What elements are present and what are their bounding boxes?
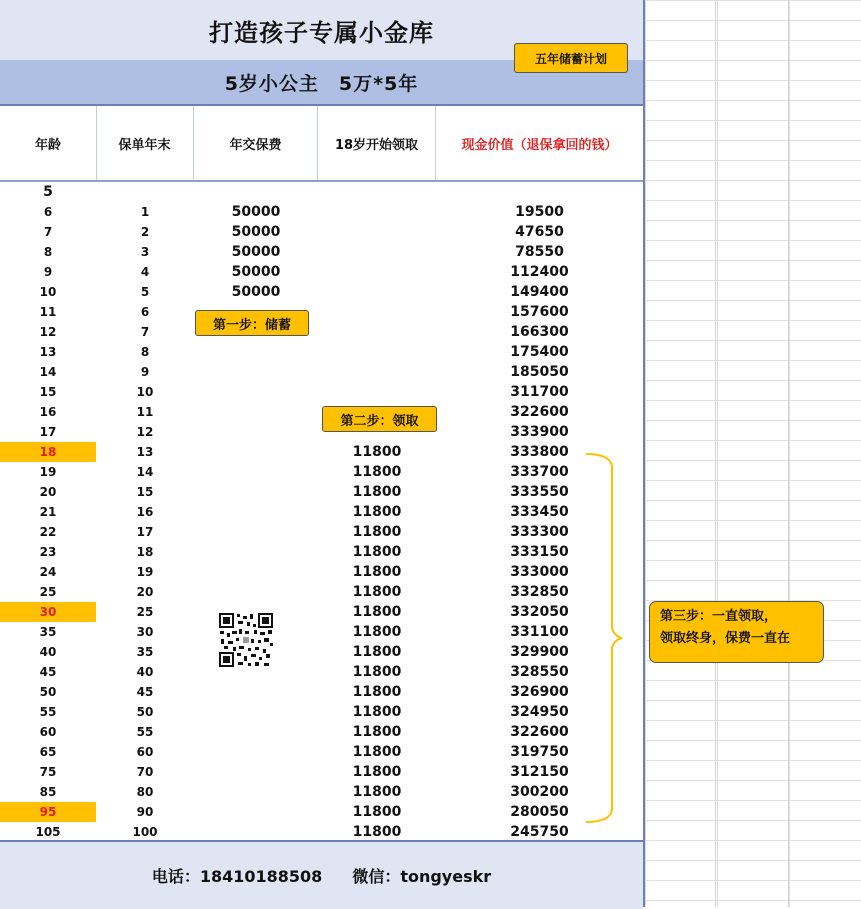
- cash-value-cell: 333300: [510, 524, 569, 540]
- policy-year-cell: 5: [140, 285, 150, 299]
- header-cash-value: 现金价值（退保拿回的钱）: [461, 137, 618, 153]
- table-row: [0, 742, 643, 762]
- policy-year-cell: 30: [136, 625, 154, 639]
- start-age: 5: [43, 184, 53, 200]
- cash-value-cell: 328550: [510, 664, 569, 680]
- table-row: [0, 242, 643, 262]
- age-cell: 85: [39, 785, 57, 799]
- cash-value-cell: 333150: [510, 544, 569, 560]
- premium-cell: [194, 742, 318, 762]
- cash-value-cell: 157600: [510, 304, 569, 320]
- table-row: [0, 262, 643, 282]
- policy-year-cell: 1: [140, 205, 150, 219]
- payout-cell: [318, 362, 436, 382]
- age-cell: 17: [39, 425, 57, 439]
- header-policy-year: 保单年末: [96, 106, 194, 180]
- cash-value-cell: 245750: [510, 824, 569, 840]
- age-cell: 18: [0, 442, 96, 462]
- age-cell: 13: [39, 345, 57, 359]
- policy-year-cell: 2: [140, 225, 150, 239]
- policy-year-cell: 100: [132, 825, 158, 839]
- age-cell: 22: [39, 525, 57, 539]
- age-cell: 10: [39, 285, 57, 299]
- cash-value-cell: 332050: [510, 604, 569, 620]
- premium-cell: [194, 502, 318, 522]
- age-cell: 40: [39, 645, 57, 659]
- premium-cell: [194, 482, 318, 502]
- table-row: [0, 582, 643, 602]
- policy-year-cell: 15: [136, 485, 154, 499]
- premium-cell: 50000: [231, 244, 281, 260]
- payout-cell: 11800: [352, 764, 402, 780]
- table-row: [0, 222, 643, 242]
- policy-year-cell: 40: [136, 665, 154, 679]
- cash-value-cell: 185050: [510, 364, 569, 380]
- age-cell: 25: [39, 585, 57, 599]
- payout-cell: 11800: [352, 664, 402, 680]
- age-cell: 15: [39, 385, 57, 399]
- table-row: [0, 482, 643, 502]
- payout-cell: [318, 382, 436, 402]
- table-row: [0, 722, 643, 742]
- payout-cell: 11800: [352, 564, 402, 580]
- premium-cell: [194, 422, 318, 442]
- start-age-row: [0, 182, 643, 202]
- policy-year-cell: 45: [136, 685, 154, 699]
- payout-cell: 11800: [352, 444, 402, 460]
- cash-value-cell: 78550: [515, 244, 564, 260]
- cash-value-cell: 47650: [515, 224, 564, 240]
- age-cell: 55: [39, 705, 57, 719]
- premium-cell: [194, 582, 318, 602]
- payout-cell: 11800: [352, 604, 402, 620]
- cash-value-cell: 329900: [510, 644, 569, 660]
- phone-contact: 电话：18410188508: [151, 867, 323, 886]
- age-cell: 35: [39, 625, 57, 639]
- policy-year-cell: 13: [136, 445, 154, 459]
- payout-cell: 11800: [352, 684, 402, 700]
- payout-cell: 11800: [352, 544, 402, 560]
- policy-year-cell: 3: [140, 245, 150, 259]
- cash-value-cell: 331100: [510, 624, 569, 640]
- cash-value-cell: 319750: [510, 744, 569, 760]
- premium-cell: [194, 442, 318, 462]
- age-cell: 65: [39, 745, 57, 759]
- page-title: 打造孩子专属小金库: [209, 18, 434, 47]
- payout-cell: 11800: [352, 644, 402, 660]
- premium-cell: [194, 542, 318, 562]
- premium-cell: [194, 362, 318, 382]
- payout-cell: 11800: [352, 484, 402, 500]
- table-header: [0, 106, 643, 182]
- cash-value-cell: 112400: [510, 264, 569, 280]
- premium-cell: [194, 382, 318, 402]
- age-cell: 9: [43, 265, 53, 279]
- premium-cell: [194, 342, 318, 362]
- table-row: [0, 342, 643, 362]
- policy-year-cell: 16: [136, 505, 154, 519]
- age-cell: 75: [39, 765, 57, 779]
- table-row: [0, 562, 643, 582]
- payout-cell: [318, 322, 436, 342]
- cash-value-cell: 333000: [510, 564, 569, 580]
- cash-value-cell: 312150: [510, 764, 569, 780]
- policy-year-cell: 14: [136, 465, 154, 479]
- cash-value-cell: 333450: [510, 504, 569, 520]
- premium-cell: 50000: [231, 224, 281, 240]
- table-row: [0, 642, 643, 662]
- table-row: [0, 702, 643, 722]
- cash-value-cell: 332850: [510, 584, 569, 600]
- age-cell: 23: [39, 545, 57, 559]
- grid-column-line: [788, 0, 789, 907]
- table-row: [0, 762, 643, 782]
- cash-value-cell: 166300: [510, 324, 569, 340]
- qr-code-image: [218, 612, 274, 668]
- payout-cell: [318, 222, 436, 242]
- wechat-contact: 微信：tongyeskr: [352, 867, 492, 886]
- table-row: [0, 542, 643, 562]
- premium-cell: [194, 822, 318, 842]
- premium-cell: 50000: [231, 204, 281, 220]
- age-cell: 16: [39, 405, 57, 419]
- age-cell: 24: [39, 565, 57, 579]
- payout-cell: 11800: [352, 704, 402, 720]
- table-row: [0, 782, 643, 802]
- policy-year-cell: 50: [136, 705, 154, 719]
- policy-year-cell: 8: [140, 345, 150, 359]
- bracket-brace: [584, 452, 624, 824]
- policy-year-cell: 90: [136, 805, 154, 819]
- cash-value-cell: 175400: [510, 344, 569, 360]
- policy-year-cell: 7: [140, 325, 150, 339]
- table-row: [0, 822, 643, 842]
- cash-value-cell: 149400: [510, 284, 569, 300]
- cash-value-cell: 19500: [515, 204, 564, 220]
- age-cell: 60: [39, 725, 57, 739]
- premium-cell: [194, 722, 318, 742]
- cash-value-cell: 280050: [510, 804, 569, 820]
- policy-year-cell: 55: [136, 725, 154, 739]
- spreadsheet-grid: [645, 0, 861, 907]
- policy-year-cell: 10: [136, 385, 154, 399]
- policy-year-cell: 60: [136, 745, 154, 759]
- premium-cell: [194, 682, 318, 702]
- policy-year-cell: 11: [136, 405, 154, 419]
- step3-callout: [649, 601, 824, 663]
- payout-cell: 11800: [352, 504, 402, 520]
- payout-cell: [318, 342, 436, 362]
- age-cell: 21: [39, 505, 57, 519]
- table-row: [0, 522, 643, 542]
- table-row: [0, 682, 643, 702]
- step3-line-1: 第三步：一直领取，: [660, 609, 778, 624]
- age-cell: 20: [39, 485, 57, 499]
- table-row: [0, 622, 643, 642]
- grid-column-line: [715, 0, 716, 907]
- cash-value-cell: 311700: [510, 384, 569, 400]
- cash-value-cell: 333800: [510, 444, 569, 460]
- step2-badge: 第二步：领取: [322, 406, 437, 432]
- payout-cell: 11800: [352, 584, 402, 600]
- payout-cell: 11800: [352, 724, 402, 740]
- premium-cell: [194, 782, 318, 802]
- payout-cell: [318, 262, 436, 282]
- table-row: [0, 382, 643, 402]
- payout-cell: 11800: [352, 744, 402, 760]
- table-row: [0, 202, 643, 222]
- age-cell: 95: [0, 802, 96, 822]
- premium-cell: [194, 562, 318, 582]
- premium-cell: [194, 402, 318, 422]
- cash-value-cell: 333700: [510, 464, 569, 480]
- policy-year-cell: 4: [140, 265, 150, 279]
- cash-value-cell: 322600: [510, 404, 569, 420]
- age-cell: 8: [43, 245, 53, 259]
- payout-cell: 11800: [352, 824, 402, 840]
- table-row: [0, 302, 643, 322]
- page-subtitle: 5岁小公主 5万*5年: [224, 72, 419, 95]
- cash-value-cell: 300200: [510, 784, 569, 800]
- step3-line-2: 领取终身，保费一直在: [660, 631, 791, 646]
- age-cell: 105: [35, 825, 61, 839]
- cash-value-cell: 333550: [510, 484, 569, 500]
- policy-year-cell: 6: [140, 305, 150, 319]
- table-row: [0, 282, 643, 302]
- age-cell: 12: [39, 325, 57, 339]
- premium-cell: [194, 462, 318, 482]
- premium-cell: 50000: [231, 264, 281, 280]
- policy-year-cell: 25: [136, 605, 154, 619]
- payout-cell: 11800: [352, 464, 402, 480]
- age-cell: 6: [43, 205, 53, 219]
- payout-cell: [318, 302, 436, 322]
- age-cell: 7: [43, 225, 53, 239]
- age-cell: 45: [39, 665, 57, 679]
- payout-cell: [318, 282, 436, 302]
- header-payout: 18岁开始领取: [318, 106, 436, 180]
- cash-value-cell: 322600: [510, 724, 569, 740]
- policy-year-cell: 80: [136, 785, 154, 799]
- payout-cell: 11800: [352, 804, 402, 820]
- table-row: [0, 602, 643, 622]
- age-cell: 50: [39, 685, 57, 699]
- premium-cell: [194, 522, 318, 542]
- cash-value-cell: 324950: [510, 704, 569, 720]
- table-row: [0, 502, 643, 522]
- payout-cell: 11800: [352, 784, 402, 800]
- table-row: [0, 442, 643, 462]
- policy-year-cell: 12: [136, 425, 154, 439]
- premium-cell: [194, 702, 318, 722]
- age-cell: 11: [39, 305, 57, 319]
- premium-cell: [194, 762, 318, 782]
- premium-cell: 50000: [231, 284, 281, 300]
- policy-year-cell: 20: [136, 585, 154, 599]
- policy-year-cell: 9: [140, 365, 150, 379]
- policy-year-cell: 19: [136, 565, 154, 579]
- cash-value-cell: 333900: [510, 424, 569, 440]
- payout-cell: [318, 202, 436, 222]
- payout-cell: [318, 242, 436, 262]
- header-premium: 年交保费: [194, 106, 318, 180]
- table-row: [0, 802, 643, 822]
- table-row: [0, 362, 643, 382]
- premium-cell: [194, 802, 318, 822]
- payout-cell: 11800: [352, 624, 402, 640]
- header-age: 年龄: [0, 106, 97, 180]
- table-row: [0, 322, 643, 342]
- age-cell: 19: [39, 465, 57, 479]
- plan-badge: 五年储蓄计划: [514, 43, 628, 73]
- policy-year-cell: 35: [136, 645, 154, 659]
- age-cell: 30: [0, 602, 96, 622]
- payout-cell: 11800: [352, 524, 402, 540]
- policy-year-cell: 18: [136, 545, 154, 559]
- table-row: [0, 662, 643, 682]
- step1-badge: 第一步：储蓄: [195, 310, 309, 336]
- age-cell: 14: [39, 365, 57, 379]
- policy-year-cell: 70: [136, 765, 154, 779]
- policy-year-cell: 17: [136, 525, 154, 539]
- table-row: [0, 462, 643, 482]
- contact-footer: [0, 840, 643, 909]
- cash-value-cell: 326900: [510, 684, 569, 700]
